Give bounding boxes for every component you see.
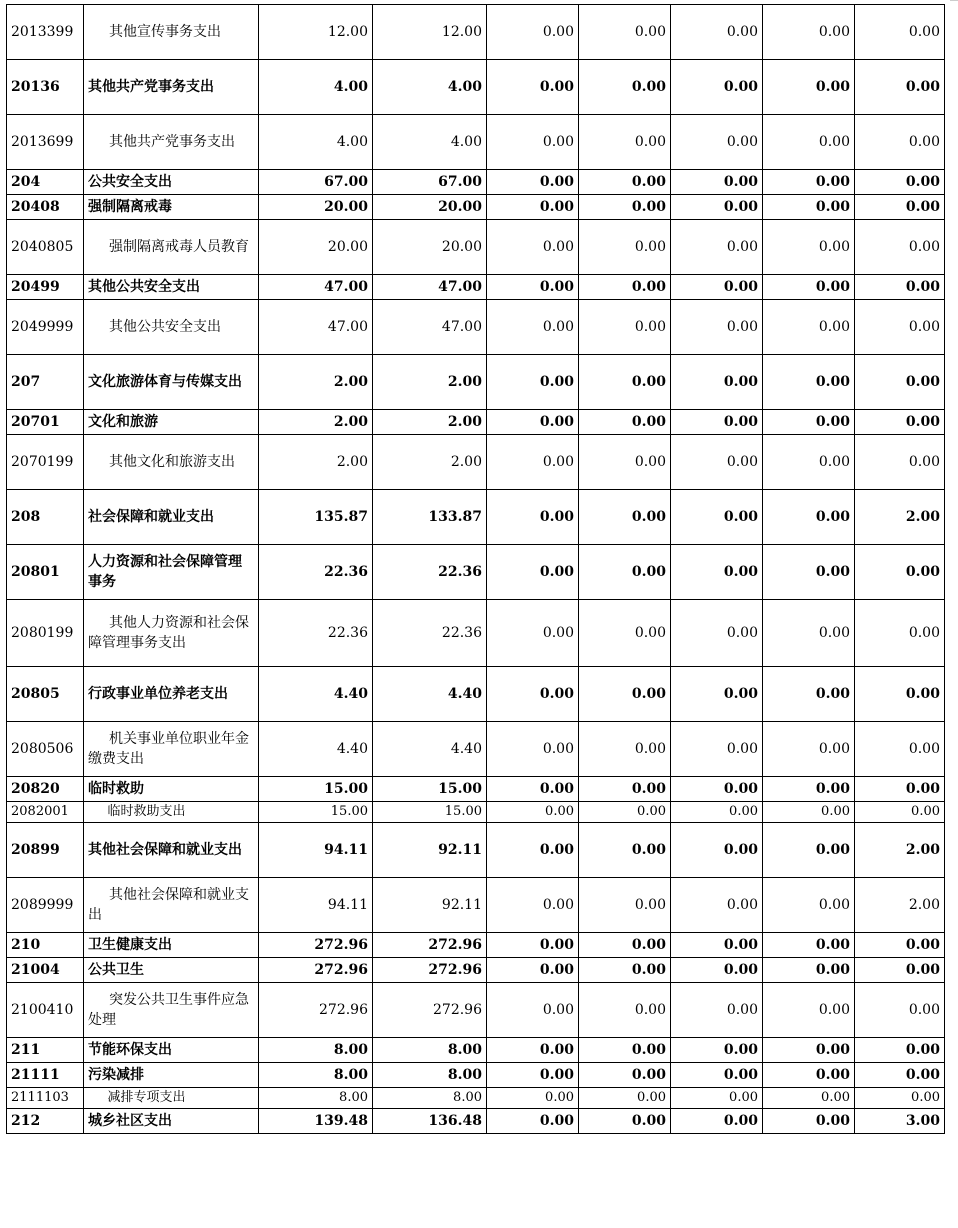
subject-name-cell: 社会保障和就业支出: [84, 490, 259, 545]
subject-code-cell: 212: [7, 1109, 84, 1134]
amount-cell: 0.00: [763, 195, 855, 220]
expenditure-table: [6, 4, 945, 1134]
amount-cell: 0.00: [579, 600, 671, 667]
subject-name-cell: 污染减排: [84, 1063, 259, 1088]
amount-cell: 0.00: [487, 170, 579, 195]
amount-cell: 2.00: [259, 355, 373, 410]
table-row: [7, 490, 945, 545]
amount-cell: 0.00: [579, 195, 671, 220]
table-row: [7, 1038, 945, 1063]
amount-cell: 0.00: [487, 722, 579, 777]
amount-cell: 0.00: [671, 958, 763, 983]
amount-cell: 0.00: [763, 5, 855, 60]
amount-cell: 0.00: [579, 545, 671, 600]
table-row: [7, 410, 945, 435]
amount-cell: 0.00: [487, 600, 579, 667]
amount-cell: 0.00: [763, 722, 855, 777]
subject-code-cell: 208: [7, 490, 84, 545]
amount-cell: 4.40: [259, 722, 373, 777]
amount-cell: 0.00: [579, 410, 671, 435]
subject-code-cell: 2013399: [7, 5, 84, 60]
amount-cell: 0.00: [579, 220, 671, 275]
amount-cell: 0.00: [487, 545, 579, 600]
amount-cell: 22.36: [373, 545, 487, 600]
amount-cell: 0.00: [855, 410, 945, 435]
amount-cell: 12.00: [373, 5, 487, 60]
subject-name-cell: 人力资源和社会保障管理事务: [84, 545, 259, 600]
amount-cell: 0.00: [671, 410, 763, 435]
amount-cell: 0.00: [671, 60, 763, 115]
amount-cell: 0.00: [487, 220, 579, 275]
subject-code-cell: 207: [7, 355, 84, 410]
amount-cell: 0.00: [855, 958, 945, 983]
subject-name-cell: 其他文化和旅游支出: [84, 435, 259, 490]
amount-cell: 272.96: [373, 958, 487, 983]
amount-cell: 92.11: [373, 878, 487, 933]
amount-cell: 0.00: [487, 300, 579, 355]
amount-cell: 0.00: [487, 60, 579, 115]
amount-cell: 0.00: [671, 490, 763, 545]
amount-cell: 0.00: [855, 722, 945, 777]
subject-name-cell: 机关事业单位职业年金缴费支出: [84, 722, 259, 777]
amount-cell: 47.00: [373, 300, 487, 355]
amount-cell: 47.00: [373, 275, 487, 300]
amount-cell: 0.00: [487, 115, 579, 170]
amount-cell: 0.00: [487, 195, 579, 220]
amount-cell: 0.00: [763, 60, 855, 115]
table-row: [7, 600, 945, 667]
amount-cell: 0.00: [763, 1109, 855, 1134]
amount-cell: 0.00: [855, 115, 945, 170]
amount-cell: 94.11: [259, 823, 373, 878]
amount-cell: 136.48: [373, 1109, 487, 1134]
amount-cell: 0.00: [671, 722, 763, 777]
amount-cell: 0.00: [855, 300, 945, 355]
amount-cell: 0.00: [671, 170, 763, 195]
subject-name-cell: 其他社会保障和就业支出: [84, 878, 259, 933]
table-row: [7, 722, 945, 777]
subject-code-cell: 20899: [7, 823, 84, 878]
amount-cell: 0.00: [763, 410, 855, 435]
amount-cell: 0.00: [487, 5, 579, 60]
amount-cell: 15.00: [373, 777, 487, 802]
subject-name-cell: 公共安全支出: [84, 170, 259, 195]
amount-cell: 0.00: [671, 1109, 763, 1134]
page-corner-mark: [950, 0, 958, 1]
amount-cell: 0.00: [855, 435, 945, 490]
subject-name-cell: 突发公共卫生事件应急处理: [84, 983, 259, 1038]
amount-cell: 0.00: [579, 933, 671, 958]
amount-cell: 0.00: [855, 667, 945, 722]
amount-cell: 0.00: [579, 300, 671, 355]
table-row: [7, 1063, 945, 1088]
amount-cell: 22.36: [259, 545, 373, 600]
amount-cell: 92.11: [373, 823, 487, 878]
subject-code-cell: 20136: [7, 60, 84, 115]
amount-cell: 0.00: [579, 170, 671, 195]
amount-cell: 0.00: [579, 667, 671, 722]
amount-cell: 8.00: [373, 1088, 487, 1109]
amount-cell: 0.00: [855, 60, 945, 115]
amount-cell: 0.00: [487, 410, 579, 435]
amount-cell: 0.00: [763, 355, 855, 410]
amount-cell: 0.00: [579, 878, 671, 933]
subject-name-cell: 其他共产党事务支出: [84, 115, 259, 170]
table-row: [7, 220, 945, 275]
amount-cell: 67.00: [373, 170, 487, 195]
amount-cell: 67.00: [259, 170, 373, 195]
amount-cell: 0.00: [671, 823, 763, 878]
amount-cell: 0.00: [671, 355, 763, 410]
subject-code-cell: 20499: [7, 275, 84, 300]
amount-cell: 0.00: [487, 1063, 579, 1088]
amount-cell: 20.00: [373, 195, 487, 220]
subject-code-cell: 21111: [7, 1063, 84, 1088]
amount-cell: 8.00: [373, 1063, 487, 1088]
amount-cell: 0.00: [579, 1063, 671, 1088]
amount-cell: 0.00: [487, 355, 579, 410]
amount-cell: 139.48: [259, 1109, 373, 1134]
amount-cell: 4.00: [259, 115, 373, 170]
amount-cell: 2.00: [373, 355, 487, 410]
subject-name-cell: 其他共产党事务支出: [84, 60, 259, 115]
amount-cell: 0.00: [763, 933, 855, 958]
amount-cell: 0.00: [671, 667, 763, 722]
subject-code-cell: 2080199: [7, 600, 84, 667]
amount-cell: 3.00: [855, 1109, 945, 1134]
amount-cell: 0.00: [487, 1109, 579, 1134]
amount-cell: 0.00: [763, 545, 855, 600]
amount-cell: 0.00: [855, 195, 945, 220]
subject-code-cell: 2100410: [7, 983, 84, 1038]
subject-name-cell: 行政事业单位养老支出: [84, 667, 259, 722]
amount-cell: 0.00: [487, 1038, 579, 1063]
amount-cell: 0.00: [855, 802, 945, 823]
amount-cell: 272.96: [259, 933, 373, 958]
amount-cell: 22.36: [373, 600, 487, 667]
amount-cell: 0.00: [763, 802, 855, 823]
subject-code-cell: 20801: [7, 545, 84, 600]
amount-cell: 15.00: [259, 802, 373, 823]
subject-name-cell: 其他社会保障和就业支出: [84, 823, 259, 878]
amount-cell: 0.00: [579, 435, 671, 490]
table-row: [7, 1088, 945, 1109]
amount-cell: 0.00: [671, 5, 763, 60]
amount-cell: 0.00: [487, 958, 579, 983]
amount-cell: 2.00: [855, 878, 945, 933]
amount-cell: 0.00: [855, 1088, 945, 1109]
subject-name-cell: 卫生健康支出: [84, 933, 259, 958]
amount-cell: 94.11: [259, 878, 373, 933]
budget-table-page: [6, 4, 945, 1134]
subject-code-cell: 2089999: [7, 878, 84, 933]
amount-cell: 0.00: [763, 983, 855, 1038]
subject-name-cell: 文化旅游体育与传媒支出: [84, 355, 259, 410]
table-row: [7, 5, 945, 60]
amount-cell: 0.00: [487, 802, 579, 823]
amount-cell: 0.00: [855, 777, 945, 802]
amount-cell: 47.00: [259, 300, 373, 355]
subject-name-cell: 强制隔离戒毒: [84, 195, 259, 220]
amount-cell: 0.00: [487, 435, 579, 490]
amount-cell: 0.00: [763, 823, 855, 878]
amount-cell: 20.00: [259, 220, 373, 275]
amount-cell: 0.00: [671, 1088, 763, 1109]
amount-cell: 0.00: [763, 1088, 855, 1109]
subject-code-cell: 2082001: [7, 802, 84, 823]
amount-cell: 0.00: [579, 958, 671, 983]
amount-cell: 0.00: [671, 600, 763, 667]
amount-cell: 272.96: [259, 958, 373, 983]
amount-cell: 2.00: [855, 490, 945, 545]
subject-name-cell: 其他公共安全支出: [84, 300, 259, 355]
amount-cell: 0.00: [763, 490, 855, 545]
amount-cell: 0.00: [579, 777, 671, 802]
subject-name-cell: 公共卫生: [84, 958, 259, 983]
amount-cell: 0.00: [487, 823, 579, 878]
amount-cell: 272.96: [373, 983, 487, 1038]
amount-cell: 0.00: [579, 490, 671, 545]
amount-cell: 0.00: [855, 275, 945, 300]
subject-name-cell: 临时救助: [84, 777, 259, 802]
amount-cell: 0.00: [855, 600, 945, 667]
subject-name-cell: 城乡社区支出: [84, 1109, 259, 1134]
amount-cell: 0.00: [855, 983, 945, 1038]
amount-cell: 0.00: [763, 435, 855, 490]
amount-cell: 0.00: [487, 983, 579, 1038]
amount-cell: 0.00: [671, 300, 763, 355]
amount-cell: 12.00: [259, 5, 373, 60]
amount-cell: 0.00: [763, 958, 855, 983]
table-body: [7, 5, 945, 1134]
amount-cell: 0.00: [671, 1038, 763, 1063]
amount-cell: 0.00: [579, 983, 671, 1038]
table-row: [7, 60, 945, 115]
amount-cell: 2.00: [259, 435, 373, 490]
subject-code-cell: 2111103: [7, 1088, 84, 1109]
amount-cell: 0.00: [487, 777, 579, 802]
amount-cell: 0.00: [763, 115, 855, 170]
amount-cell: 0.00: [579, 115, 671, 170]
table-row: [7, 435, 945, 490]
amount-cell: 0.00: [487, 667, 579, 722]
subject-code-cell: 2070199: [7, 435, 84, 490]
amount-cell: 0.00: [671, 1063, 763, 1088]
subject-code-cell: 2080506: [7, 722, 84, 777]
amount-cell: 4.40: [259, 667, 373, 722]
amount-cell: 0.00: [671, 115, 763, 170]
amount-cell: 4.40: [373, 722, 487, 777]
amount-cell: 0.00: [763, 777, 855, 802]
table-row: [7, 802, 945, 823]
table-row: [7, 1109, 945, 1134]
amount-cell: 0.00: [671, 220, 763, 275]
subject-code-cell: 210: [7, 933, 84, 958]
amount-cell: 0.00: [855, 545, 945, 600]
amount-cell: 0.00: [763, 600, 855, 667]
amount-cell: 0.00: [763, 300, 855, 355]
amount-cell: 0.00: [855, 1038, 945, 1063]
amount-cell: 0.00: [579, 5, 671, 60]
amount-cell: 0.00: [855, 220, 945, 275]
amount-cell: 4.00: [259, 60, 373, 115]
table-row: [7, 878, 945, 933]
subject-code-cell: 21004: [7, 958, 84, 983]
amount-cell: 0.00: [487, 933, 579, 958]
table-row: [7, 275, 945, 300]
amount-cell: 0.00: [671, 777, 763, 802]
amount-cell: 2.00: [373, 410, 487, 435]
amount-cell: 0.00: [487, 275, 579, 300]
subject-code-cell: 20408: [7, 195, 84, 220]
amount-cell: 0.00: [855, 1063, 945, 1088]
amount-cell: 0.00: [579, 722, 671, 777]
subject-code-cell: 20701: [7, 410, 84, 435]
amount-cell: 0.00: [671, 933, 763, 958]
amount-cell: 0.00: [579, 275, 671, 300]
amount-cell: 0.00: [671, 545, 763, 600]
amount-cell: 0.00: [579, 1038, 671, 1063]
amount-cell: 22.36: [259, 600, 373, 667]
amount-cell: 0.00: [579, 1088, 671, 1109]
table-row: [7, 823, 945, 878]
subject-name-cell: 文化和旅游: [84, 410, 259, 435]
table-row: [7, 115, 945, 170]
amount-cell: 0.00: [671, 195, 763, 220]
amount-cell: 133.87: [373, 490, 487, 545]
amount-cell: 4.00: [373, 115, 487, 170]
amount-cell: 0.00: [763, 220, 855, 275]
amount-cell: 8.00: [259, 1088, 373, 1109]
subject-name-cell: 减排专项支出: [84, 1088, 259, 1109]
table-row: [7, 355, 945, 410]
amount-cell: 0.00: [763, 1063, 855, 1088]
subject-code-cell: 204: [7, 170, 84, 195]
amount-cell: 2.00: [855, 823, 945, 878]
table-row: [7, 777, 945, 802]
amount-cell: 0.00: [855, 355, 945, 410]
amount-cell: 272.96: [373, 933, 487, 958]
amount-cell: 8.00: [373, 1038, 487, 1063]
subject-code-cell: 211: [7, 1038, 84, 1063]
amount-cell: 8.00: [259, 1063, 373, 1088]
amount-cell: 0.00: [763, 170, 855, 195]
amount-cell: 2.00: [259, 410, 373, 435]
amount-cell: 272.96: [259, 983, 373, 1038]
amount-cell: 20.00: [259, 195, 373, 220]
amount-cell: 0.00: [671, 878, 763, 933]
table-row: [7, 300, 945, 355]
table-row: [7, 545, 945, 600]
amount-cell: 0.00: [763, 878, 855, 933]
subject-name-cell: 强制隔离戒毒人员教育: [84, 220, 259, 275]
amount-cell: 0.00: [855, 933, 945, 958]
table-row: [7, 195, 945, 220]
amount-cell: 0.00: [579, 802, 671, 823]
table-row: [7, 983, 945, 1038]
amount-cell: 0.00: [763, 1038, 855, 1063]
subject-name-cell: 临时救助支出: [84, 802, 259, 823]
subject-code-cell: 2040805: [7, 220, 84, 275]
amount-cell: 0.00: [671, 802, 763, 823]
amount-cell: 0.00: [855, 5, 945, 60]
subject-name-cell: 其他人力资源和社会保障管理事务支出: [84, 600, 259, 667]
amount-cell: 0.00: [763, 275, 855, 300]
amount-cell: 0.00: [671, 435, 763, 490]
amount-cell: 4.00: [373, 60, 487, 115]
amount-cell: 0.00: [763, 667, 855, 722]
table-row: [7, 667, 945, 722]
subject-name-cell: 节能环保支出: [84, 1038, 259, 1063]
amount-cell: 8.00: [259, 1038, 373, 1063]
amount-cell: 135.87: [259, 490, 373, 545]
amount-cell: 4.40: [373, 667, 487, 722]
amount-cell: 0.00: [487, 878, 579, 933]
amount-cell: 0.00: [579, 60, 671, 115]
amount-cell: 20.00: [373, 220, 487, 275]
amount-cell: 0.00: [487, 490, 579, 545]
subject-name-cell: 其他宣传事务支出: [84, 5, 259, 60]
amount-cell: 0.00: [671, 275, 763, 300]
subject-code-cell: 20820: [7, 777, 84, 802]
table-row: [7, 933, 945, 958]
amount-cell: 0.00: [487, 1088, 579, 1109]
amount-cell: 15.00: [259, 777, 373, 802]
amount-cell: 2.00: [373, 435, 487, 490]
amount-cell: 0.00: [579, 355, 671, 410]
subject-code-cell: 2013699: [7, 115, 84, 170]
subject-name-cell: 其他公共安全支出: [84, 275, 259, 300]
subject-code-cell: 20805: [7, 667, 84, 722]
table-row: [7, 170, 945, 195]
amount-cell: 15.00: [373, 802, 487, 823]
amount-cell: 0.00: [579, 1109, 671, 1134]
subject-code-cell: 2049999: [7, 300, 84, 355]
amount-cell: 0.00: [855, 170, 945, 195]
table-row: [7, 958, 945, 983]
amount-cell: 47.00: [259, 275, 373, 300]
amount-cell: 0.00: [671, 983, 763, 1038]
amount-cell: 0.00: [579, 823, 671, 878]
